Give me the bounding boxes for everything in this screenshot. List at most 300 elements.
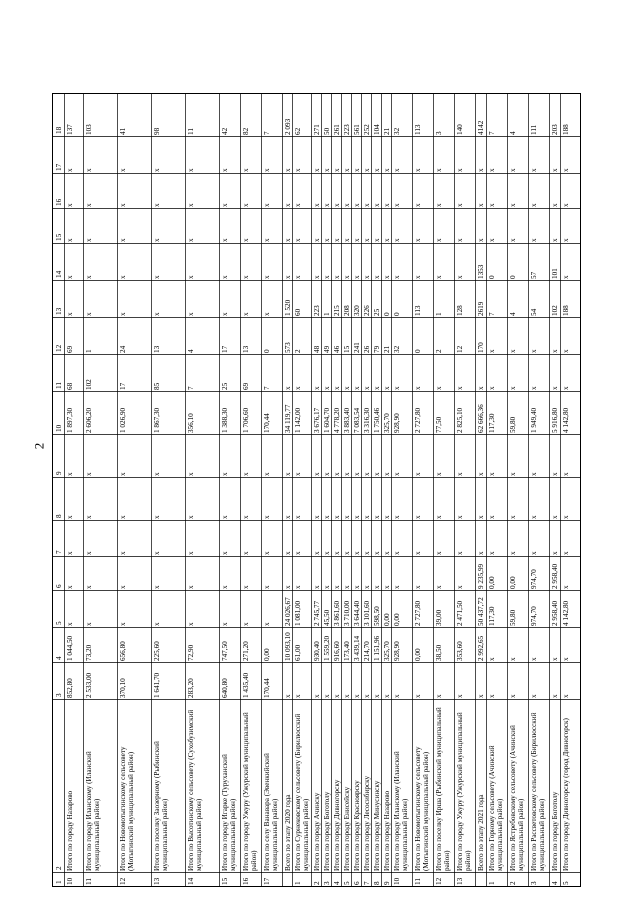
value-cell: х bbox=[263, 472, 271, 476]
value-cell: 117,30 bbox=[488, 606, 496, 626]
value-cell: 2 471,50 bbox=[456, 600, 464, 626]
value-cell: 0,00 bbox=[488, 576, 496, 589]
value-cell: х bbox=[323, 585, 331, 589]
value-cell: 72,90 bbox=[187, 644, 195, 661]
value-cell: 3 316,30 bbox=[363, 407, 371, 433]
value-cell: х bbox=[66, 622, 74, 626]
value-cell: х bbox=[456, 168, 464, 172]
value-cell: х bbox=[242, 238, 250, 242]
value-cell: 137 bbox=[66, 124, 74, 135]
row-number-cell: 4 bbox=[551, 881, 559, 885]
row-number-cell: 16 bbox=[242, 877, 250, 885]
row-number-cell: 11 bbox=[414, 878, 422, 885]
value-cell: х bbox=[294, 386, 302, 390]
value-cell: х bbox=[435, 203, 443, 207]
column-header-number: 1 bbox=[55, 880, 63, 884]
row-number-cell: 12 bbox=[435, 877, 443, 885]
value-cell: х bbox=[414, 275, 422, 279]
row-number-cell: 8 bbox=[373, 881, 381, 885]
value-cell: х bbox=[221, 472, 229, 476]
value-cell: х bbox=[66, 551, 74, 555]
value-cell: 7 083,54 bbox=[353, 407, 361, 433]
row-name-cell: Итого по городу Минусинску bbox=[373, 780, 381, 871]
row-name-cell: Итого по городу Боготолу bbox=[323, 791, 331, 871]
value-cell: х bbox=[488, 694, 496, 698]
row-name-cell: Итого по городу Иланскому (Иланскиймуниципальный район) bbox=[393, 751, 410, 871]
value-cell: х bbox=[373, 585, 381, 589]
value-cell: х bbox=[343, 515, 351, 519]
value-cell: х bbox=[343, 472, 351, 476]
value-cell: х bbox=[323, 694, 331, 698]
value-cell: 60 bbox=[294, 308, 302, 316]
value-cell: х bbox=[66, 515, 74, 519]
value-cell: 12 bbox=[456, 345, 464, 353]
value-cell: х bbox=[373, 275, 381, 279]
value-cell: х bbox=[294, 551, 302, 555]
value-cell: х bbox=[353, 551, 361, 555]
value-cell: 170 bbox=[477, 342, 485, 353]
value-cell: х bbox=[383, 694, 391, 698]
value-cell: 5 916,80 bbox=[551, 407, 559, 433]
value-cell: х bbox=[313, 168, 321, 172]
row-name-cell: Итого по селу Ванавара (Эвенкийскиймуниципальный район) bbox=[263, 753, 280, 871]
value-cell: х bbox=[414, 238, 422, 242]
row-number-cell: 9 bbox=[383, 881, 391, 885]
value-cell: 170,44 bbox=[263, 413, 271, 433]
value-cell: 916,60 bbox=[333, 641, 341, 661]
value-cell: х bbox=[85, 238, 93, 242]
row-name-cell: Всего по этапу 2021 года bbox=[477, 794, 485, 871]
value-cell: х bbox=[313, 551, 321, 555]
value-cell: х bbox=[393, 203, 401, 207]
value-cell: 34 119,77 bbox=[284, 404, 292, 433]
column-header-number: 7 bbox=[55, 550, 63, 554]
value-cell: 4 bbox=[509, 312, 517, 316]
column-header-number: 11 bbox=[55, 382, 63, 389]
value-cell: 261 bbox=[333, 124, 341, 135]
value-cell: х bbox=[66, 203, 74, 207]
value-cell: х bbox=[221, 168, 229, 172]
value-cell: 640,80 bbox=[221, 678, 229, 698]
row-name-cell: Итого по Новомотыгинскому сельсовету(Мотыгинский муниципальный район) bbox=[119, 746, 136, 871]
value-cell: х bbox=[284, 585, 292, 589]
row-name-cell: Итого по Горному сельсовету (Ачинскиймуниципальный район) bbox=[488, 745, 505, 871]
value-cell: 1 520 bbox=[284, 299, 292, 316]
value-cell: 561 bbox=[353, 124, 361, 135]
value-cell: х bbox=[119, 168, 127, 172]
value-cell: х bbox=[551, 168, 559, 172]
value-cell: х bbox=[66, 585, 74, 589]
value-cell: 271 bbox=[313, 124, 321, 135]
row-name-cell: Итого по городу Иланскому (Иланскиймуниципальный район) bbox=[85, 751, 102, 871]
value-cell: х bbox=[313, 585, 321, 589]
data-table bbox=[52, 52, 602, 887]
value-cell: х bbox=[343, 585, 351, 589]
value-cell: х bbox=[562, 203, 570, 207]
value-cell: х bbox=[435, 551, 443, 555]
value-cell: х bbox=[119, 312, 127, 316]
value-cell: 0,00 bbox=[263, 648, 271, 661]
value-cell: 356,10 bbox=[187, 413, 195, 433]
value-cell: 73,20 bbox=[85, 644, 93, 661]
value-cell: х bbox=[66, 238, 74, 242]
value-cell: х bbox=[551, 238, 559, 242]
value-cell: х bbox=[530, 694, 538, 698]
value-cell: х bbox=[294, 238, 302, 242]
value-cell: х bbox=[363, 551, 371, 555]
value-cell: х bbox=[313, 515, 321, 519]
value-cell: х bbox=[363, 515, 371, 519]
row-number-cell: 4 bbox=[333, 881, 341, 885]
value-cell: х bbox=[323, 472, 331, 476]
value-cell: х bbox=[221, 203, 229, 207]
value-cell: х bbox=[119, 551, 127, 555]
value-cell: 48 bbox=[313, 345, 321, 353]
value-cell: 59,80 bbox=[509, 609, 517, 626]
value-cell: х bbox=[435, 472, 443, 476]
value-cell: х bbox=[313, 203, 321, 207]
value-cell: х bbox=[242, 168, 250, 172]
value-cell: 2 825,10 bbox=[456, 407, 464, 433]
value-cell: х bbox=[153, 203, 161, 207]
row-name-cell: Всего по этапу 2020 года bbox=[284, 794, 292, 871]
value-cell: 13 bbox=[242, 345, 250, 353]
value-cell: 1 bbox=[85, 349, 93, 353]
value-cell: 0,00 bbox=[393, 613, 401, 626]
value-cell: х bbox=[333, 386, 341, 390]
value-cell: х bbox=[414, 472, 422, 476]
value-cell: 656,80 bbox=[119, 641, 127, 661]
value-cell: х bbox=[221, 312, 229, 316]
value-cell: 128 bbox=[456, 305, 464, 316]
value-cell: х bbox=[353, 275, 361, 279]
row-name-cell: Итого по городу Назарово bbox=[66, 790, 74, 871]
value-cell: х bbox=[333, 472, 341, 476]
row-number-cell: 11 bbox=[85, 878, 93, 885]
value-cell: 61,00 bbox=[294, 644, 302, 661]
value-cell: х bbox=[323, 386, 331, 390]
column-header-number: 9 bbox=[55, 471, 63, 475]
value-cell: х bbox=[294, 275, 302, 279]
column-header-number: 4 bbox=[55, 656, 63, 660]
value-cell: х bbox=[363, 472, 371, 476]
value-cell: х bbox=[353, 386, 361, 390]
row-name-cell: Итого по городу Дивногорску bbox=[333, 779, 341, 871]
value-cell: 77,50 bbox=[435, 416, 443, 433]
value-cell: х bbox=[456, 551, 464, 555]
value-cell: х bbox=[551, 386, 559, 390]
value-cell: 1 142,00 bbox=[294, 407, 302, 433]
value-cell: х bbox=[393, 472, 401, 476]
value-cell: 223 bbox=[343, 124, 351, 135]
value-cell: 4 142,80 bbox=[562, 407, 570, 433]
value-cell: 370,10 bbox=[119, 678, 127, 698]
value-cell: х bbox=[284, 515, 292, 519]
value-cell: 2 606,20 bbox=[85, 407, 93, 433]
value-cell: х bbox=[363, 168, 371, 172]
value-cell: х bbox=[221, 622, 229, 626]
row-number-cell: 1 bbox=[294, 881, 302, 885]
value-cell: х bbox=[187, 551, 195, 555]
value-cell: х bbox=[414, 551, 422, 555]
value-cell: 13 bbox=[153, 345, 161, 353]
value-cell: х bbox=[119, 585, 127, 589]
value-cell: х bbox=[294, 203, 302, 207]
value-cell: 223 bbox=[313, 305, 321, 316]
value-cell: 2 bbox=[435, 349, 443, 353]
value-cell: х bbox=[284, 551, 292, 555]
row-number-cell: 10 bbox=[393, 877, 401, 885]
value-cell: х bbox=[530, 386, 538, 390]
value-cell: х bbox=[284, 694, 292, 698]
value-cell: х bbox=[153, 515, 161, 519]
value-cell: х bbox=[187, 585, 195, 589]
value-cell: 2 958,40 bbox=[551, 600, 559, 626]
row-name-cell: Итого по городу Боготолу bbox=[551, 791, 559, 871]
value-cell: х bbox=[187, 622, 195, 626]
value-cell: х bbox=[414, 585, 422, 589]
value-cell: х bbox=[456, 472, 464, 476]
value-cell: 102 bbox=[551, 305, 559, 316]
value-cell: 0 bbox=[509, 275, 517, 279]
value-cell: х bbox=[456, 203, 464, 207]
value-cell: х bbox=[562, 349, 570, 353]
value-cell: х bbox=[488, 472, 496, 476]
value-cell: х bbox=[85, 551, 93, 555]
row-number-cell: 2 bbox=[313, 881, 321, 885]
value-cell: х bbox=[353, 203, 361, 207]
column-header-number: 10 bbox=[55, 424, 63, 432]
value-cell: 930,40 bbox=[313, 641, 321, 661]
value-cell: х bbox=[363, 275, 371, 279]
value-cell: х bbox=[242, 275, 250, 279]
value-cell: 7 bbox=[488, 131, 496, 135]
value-cell: х bbox=[383, 275, 391, 279]
value-cell: 226 bbox=[363, 305, 371, 316]
page-number: 2 bbox=[31, 442, 47, 450]
value-cell: х bbox=[85, 585, 93, 589]
row-number-cell: 5 bbox=[343, 881, 351, 885]
value-cell: х bbox=[530, 515, 538, 519]
value-cell: 3 710,00 bbox=[343, 600, 351, 626]
value-cell: х bbox=[488, 386, 496, 390]
value-cell: х bbox=[294, 585, 302, 589]
value-cell: 68 bbox=[66, 382, 74, 390]
value-cell: х bbox=[85, 203, 93, 207]
value-cell: 2 533,00 bbox=[85, 672, 93, 698]
value-cell: х bbox=[119, 203, 127, 207]
value-cell: х bbox=[323, 238, 331, 242]
value-cell: х bbox=[153, 551, 161, 555]
value-cell: 17 bbox=[221, 345, 229, 353]
value-cell: х bbox=[383, 472, 391, 476]
value-cell: х bbox=[85, 472, 93, 476]
column-header-number: 13 bbox=[55, 307, 63, 315]
value-cell: 225,60 bbox=[153, 641, 161, 661]
value-cell: х bbox=[333, 238, 341, 242]
value-cell: 4 bbox=[509, 131, 517, 135]
value-cell: х bbox=[551, 203, 559, 207]
value-cell: 39,00 bbox=[435, 609, 443, 626]
value-cell: 4142 bbox=[477, 120, 485, 135]
value-cell: х bbox=[551, 657, 559, 661]
value-cell: х bbox=[284, 168, 292, 172]
value-cell: х bbox=[456, 238, 464, 242]
value-cell: х bbox=[333, 515, 341, 519]
value-cell: х bbox=[343, 694, 351, 698]
value-cell: 1 897,30 bbox=[66, 407, 74, 433]
value-cell: 3 861,60 bbox=[333, 600, 341, 626]
value-cell: х bbox=[333, 168, 341, 172]
value-cell: 57 bbox=[530, 271, 538, 279]
value-cell: х bbox=[488, 515, 496, 519]
value-cell: х bbox=[313, 472, 321, 476]
value-cell: х bbox=[383, 168, 391, 172]
value-cell: х bbox=[284, 386, 292, 390]
value-cell: х bbox=[477, 472, 485, 476]
value-cell: х bbox=[509, 349, 517, 353]
value-cell: х bbox=[187, 168, 195, 172]
value-cell: х bbox=[263, 622, 271, 626]
value-cell: 69 bbox=[242, 382, 250, 390]
value-cell: х bbox=[383, 238, 391, 242]
value-cell: х bbox=[393, 515, 401, 519]
value-cell: х bbox=[414, 386, 422, 390]
value-cell: х bbox=[488, 551, 496, 555]
value-cell: 252 bbox=[363, 124, 371, 135]
column-header-number: 12 bbox=[55, 344, 63, 352]
row-number-cell: 13 bbox=[456, 877, 464, 885]
row-name-cell: Итого по городу Енисейску bbox=[343, 786, 351, 871]
value-cell: 1 044,50 bbox=[66, 635, 74, 661]
value-cell: х bbox=[477, 203, 485, 207]
value-cell: х bbox=[383, 386, 391, 390]
row-number-cell: 2 bbox=[509, 881, 517, 885]
value-cell: х bbox=[313, 238, 321, 242]
value-cell: 320 bbox=[353, 305, 361, 316]
value-cell: х bbox=[66, 312, 74, 316]
value-cell: х bbox=[456, 694, 464, 698]
value-cell: х bbox=[343, 168, 351, 172]
value-cell: х bbox=[393, 585, 401, 589]
value-cell: 271,20 bbox=[242, 641, 250, 661]
value-cell: 3 883,40 bbox=[343, 407, 351, 433]
row-number-cell: 15 bbox=[221, 877, 229, 885]
value-cell: х bbox=[119, 472, 127, 476]
value-cell: х bbox=[373, 694, 381, 698]
value-cell: х bbox=[119, 238, 127, 242]
value-cell: 50 bbox=[323, 127, 331, 135]
value-cell: 173,40 bbox=[343, 641, 351, 661]
value-cell: х bbox=[187, 203, 195, 207]
value-cell: 3 101,60 bbox=[363, 600, 371, 626]
value-cell: х bbox=[363, 386, 371, 390]
value-cell: х bbox=[263, 275, 271, 279]
value-cell: х bbox=[551, 551, 559, 555]
value-cell: 111 bbox=[530, 124, 538, 135]
value-cell: х bbox=[383, 551, 391, 555]
value-cell: 1 388,30 bbox=[221, 407, 229, 433]
value-cell: 25 bbox=[373, 308, 381, 316]
value-cell: х bbox=[263, 203, 271, 207]
value-cell: 59,80 bbox=[509, 416, 517, 433]
value-cell: х bbox=[509, 694, 517, 698]
column-header-number: 8 bbox=[55, 514, 63, 518]
value-cell: х bbox=[153, 168, 161, 172]
value-cell: 98 bbox=[153, 127, 161, 135]
value-cell: х bbox=[414, 515, 422, 519]
value-cell: х bbox=[153, 472, 161, 476]
column-header-number: 2 bbox=[55, 866, 63, 870]
row-name-cell: Итого по городу Назарово bbox=[383, 790, 391, 871]
value-cell: х bbox=[294, 694, 302, 698]
value-cell: х bbox=[221, 275, 229, 279]
row-number-cell: 3 bbox=[323, 881, 331, 885]
value-cell: 928,90 bbox=[393, 413, 401, 433]
value-cell: х bbox=[363, 694, 371, 698]
row-name-cell: Итого по поселку Заозерному (Рыбинскиймуниципальный район) bbox=[153, 741, 170, 871]
value-cell: 2 745,77 bbox=[313, 600, 321, 626]
value-cell: 1 bbox=[323, 312, 331, 316]
value-cell: х bbox=[284, 238, 292, 242]
row-number-cell: 3 bbox=[530, 881, 538, 885]
row-name-cell: Итого по Новомотыгинскому сельсовету(Мотыгинский муниципальный район) bbox=[414, 746, 431, 871]
value-cell: х bbox=[488, 203, 496, 207]
value-cell: х bbox=[242, 585, 250, 589]
value-cell: 2 958,40 bbox=[551, 563, 559, 589]
row-name-cell: Итого по Рассветовскому сельсовету (Бирилюсскиймуниципальный район) bbox=[530, 712, 547, 871]
value-cell: х bbox=[551, 349, 559, 353]
value-cell: х bbox=[221, 515, 229, 519]
value-cell: 3 439,14 bbox=[353, 635, 361, 661]
value-cell: х bbox=[530, 168, 538, 172]
column-header-number: 15 bbox=[55, 233, 63, 241]
value-cell: х bbox=[66, 168, 74, 172]
row-number-cell: 14 bbox=[187, 877, 195, 885]
value-cell: х bbox=[242, 551, 250, 555]
value-cell: х bbox=[393, 238, 401, 242]
value-cell: 1 435,40 bbox=[242, 672, 250, 698]
row-name-cell: Итого по городу Ужуру (Ужурский муниципальныйрайон) bbox=[456, 712, 473, 871]
value-cell: х bbox=[562, 472, 570, 476]
value-cell: х bbox=[313, 386, 321, 390]
value-cell: 325,70 bbox=[383, 641, 391, 661]
column-header-number: 14 bbox=[55, 270, 63, 278]
value-cell: х bbox=[435, 515, 443, 519]
value-cell: 0 bbox=[414, 349, 422, 353]
value-cell: х bbox=[393, 386, 401, 390]
value-cell: х bbox=[363, 238, 371, 242]
value-cell: 203 bbox=[551, 124, 559, 135]
row-number-cell: 7 bbox=[363, 881, 371, 885]
value-cell: 1 949,40 bbox=[530, 407, 538, 433]
value-cell: 42 bbox=[221, 127, 229, 135]
row-name-cell: Итого по городу Ужуру (Ужурский муниципальныйрайон) bbox=[242, 712, 259, 871]
value-cell: 4 142,80 bbox=[562, 600, 570, 626]
value-cell: 82 bbox=[242, 127, 250, 135]
value-cell: х bbox=[323, 551, 331, 555]
value-cell: х bbox=[242, 203, 250, 207]
value-cell: х bbox=[353, 238, 361, 242]
value-cell: 54 bbox=[530, 308, 538, 316]
value-cell: 4 778,20 bbox=[333, 407, 341, 433]
value-cell: х bbox=[509, 472, 517, 476]
value-cell: х bbox=[373, 472, 381, 476]
value-cell: х bbox=[456, 386, 464, 390]
value-cell: х bbox=[294, 168, 302, 172]
value-cell: 188 bbox=[562, 305, 570, 316]
value-cell: х bbox=[343, 275, 351, 279]
